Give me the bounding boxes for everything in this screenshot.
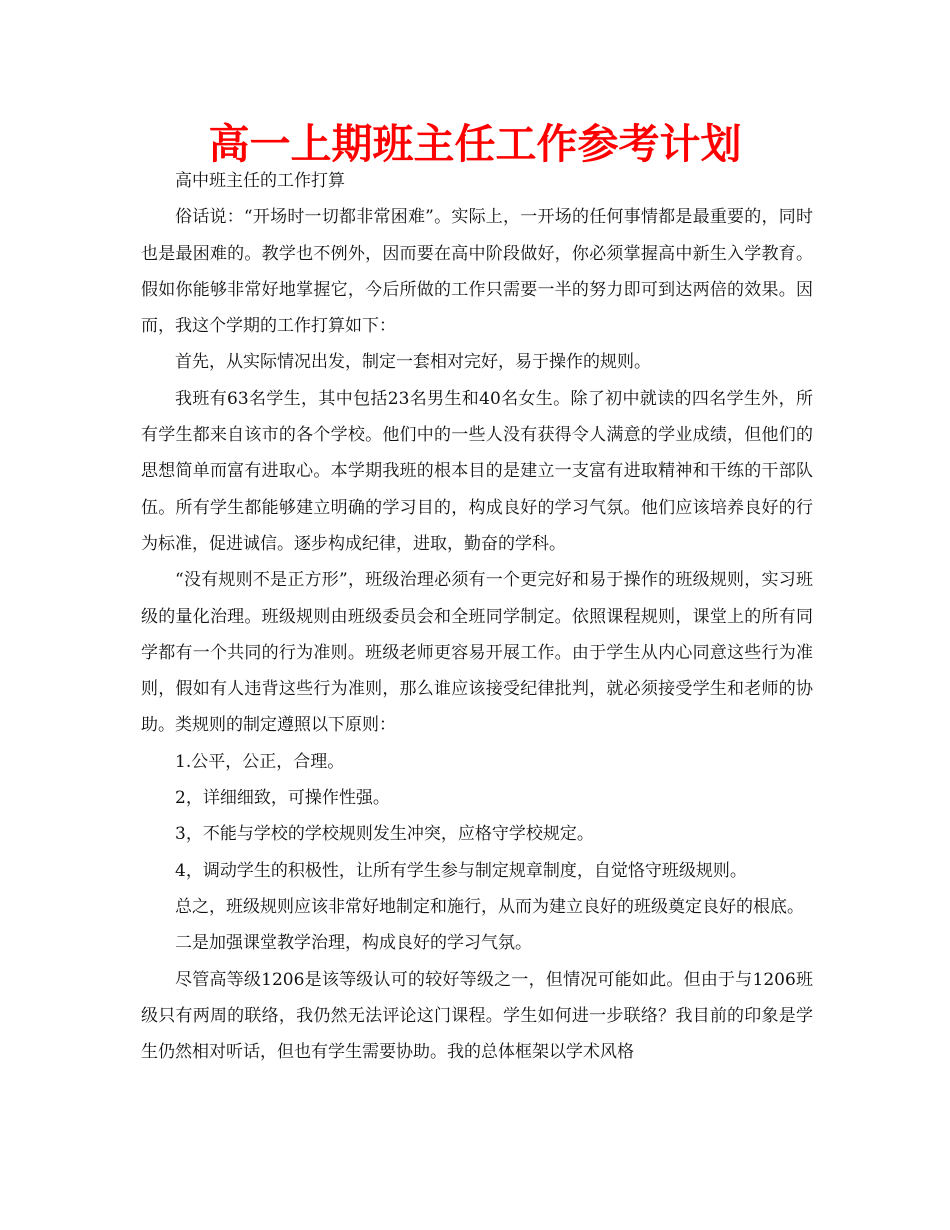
paragraph-intro: 俗话说：“开场时一切都非常困难”。实际上，一开场的任何事情都是最重要的，同时也是最困难的。教学也不例外，因而要在高中阶段做好，你必须掌握高中新生入学教育。假如你能够非常好地掌握它，今后所做的工作只需要一半的努力即可到达两倍的效果。因而，我这个学期的工作打算如下： bbox=[141, 207, 813, 337]
paragraph-class-1206: 尽管高等级1206是该等级认可的较好等级之一，但情况可能如此。但由于与1206班级只有两周的联络，我仍然无法评论这门课程。学生如何进一步联络？我目前的印象是学生仍然相对听话，但也有学生需要协助。我的总体框架以学术风格 bbox=[141, 969, 813, 1063]
list-item-principle-2: 2，详细细致，可操作性强。 bbox=[175, 788, 390, 809]
list-item-principle-3: 3，不能与学校的学校规则发生冲突，应格守学校规定。 bbox=[175, 824, 594, 845]
paragraph-first-point: 首先，从实际情况出发，制定一套相对完好，易于操作的规则。 bbox=[175, 352, 651, 373]
document-title: 高一上期班主任工作参考计划 bbox=[208, 120, 742, 168]
paragraph-class-rules: “没有规则不是正方形”，班级治理必须有一个更完好和易于操作的班级规则，实习班级的量化治理。班级规则由班级委员会和全班同学制定。依照课程规则，课堂上的所有同学都有一个共同的行为准则。班级老师更容易开展工作。由于学生从内心同意这些行为准则，假如有人违背这些行为准则，那么谁应该接受纪律批判，就必须接受学生和老师的协助。类规则的制定遵照以下原则： bbox=[141, 570, 813, 736]
document-body bbox=[141, 163, 813, 1070]
list-item-principle-4: 4，调动学生的积极性，让所有学生参与制定规章制度，自觉恪守班级规则。 bbox=[175, 860, 747, 881]
paragraph-class-overview: 我班有63名学生，其中包括23名男生和40名女生。除了初中就读的四名学生外，所有学生都来自该市的各个学校。他们中的一些人没有获得令人满意的学业成绩，但他们的思想简单而富有进取心。本学期我班的根本目的是建立一支富有进取精神和干练的干部队伍。所有学生都能够建立明确的学习目的，构成良好的学习气氛。他们应该培养良好的行为标准，促进诚信。逐步构成纪律，进取，勤奋的学科。 bbox=[141, 388, 813, 554]
paragraph-summary: 总之，班级规则应该非常好地制定和施行，从而为建立良好的班级奠定良好的根底。 bbox=[175, 896, 804, 917]
paragraph-second-point: 二是加强课堂教学治理，构成良好的学习气氛。 bbox=[175, 933, 532, 954]
list-item-principle-1: 1.公平，公正，合理。 bbox=[175, 751, 345, 772]
paragraph-subtitle: 高中班主任的工作打算 bbox=[175, 171, 345, 191]
